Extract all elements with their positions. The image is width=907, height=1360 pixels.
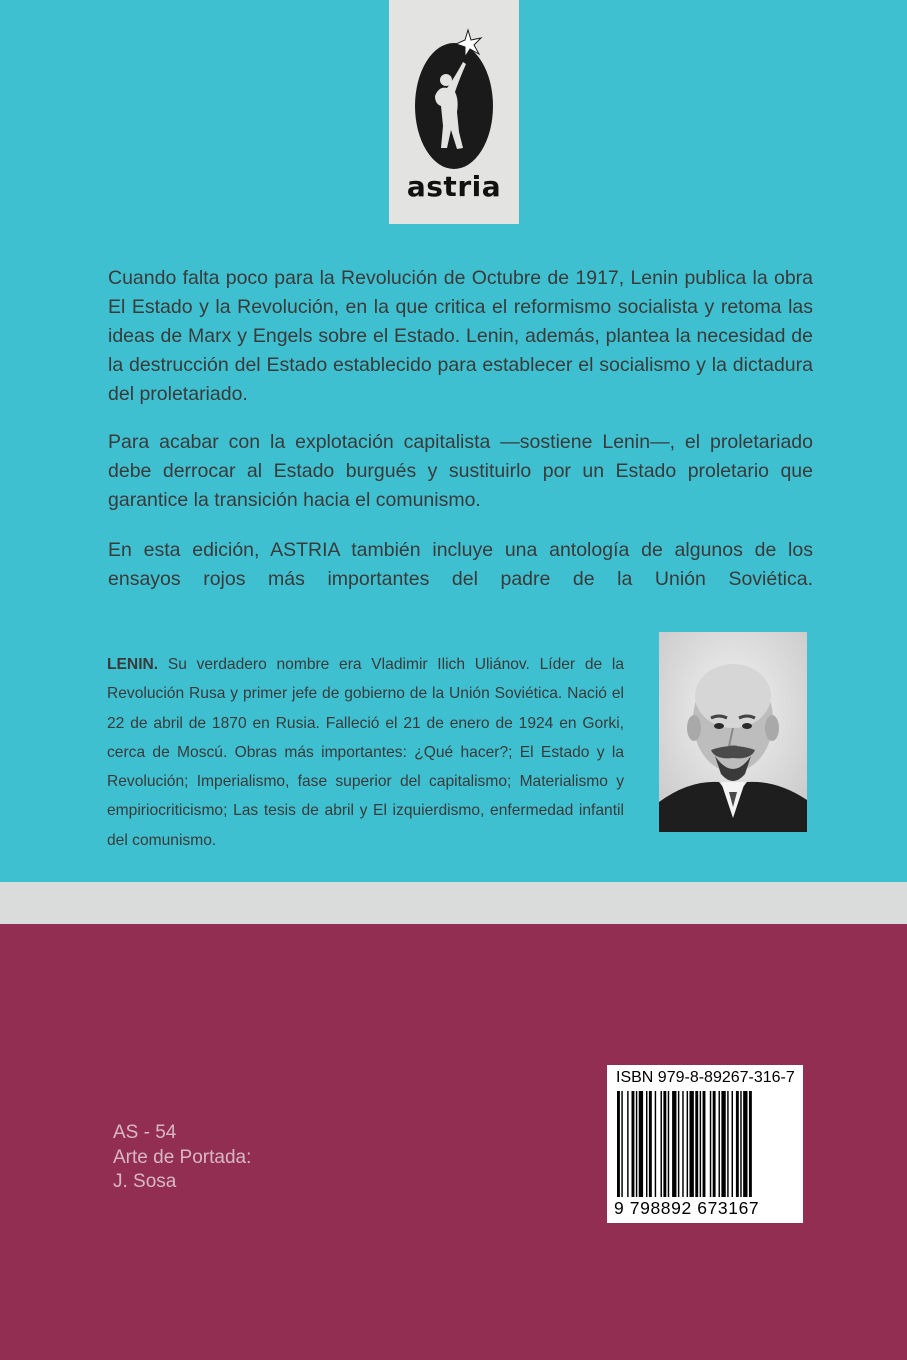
- barcode-bar: [721, 1091, 725, 1197]
- barcode-bar: [703, 1091, 706, 1197]
- barcode-bar: [655, 1091, 656, 1197]
- author-name: LENIN.: [107, 656, 159, 673]
- barcode-bar: [632, 1091, 635, 1197]
- blurb-paragraph-2: Para acabar con la explotación capitalista —sostiene Lenin—, el proletariado debe derrocar al Estado burgués y sustituirlo por un Estado proletario que garantice la transición hacia el comunismo.: [108, 431, 813, 511]
- barcode-bar: [672, 1091, 676, 1197]
- barcode-bar: [732, 1091, 733, 1197]
- barcode-bar: [682, 1091, 683, 1197]
- author-bio-text: Su verdadero nombre era Vladimir Ilich Uliánov. Líder de la Revolución Rusa y primer jefe de gobierno de la Unión Soviética. Nació el 22 de abril de 1870 en Rusia. Falleció el 21 de enero de 1924 en Gorki, cerca de Moscú. Obras más importantes: ¿Qué hacer?; El Estado y la Revolución; Imperialismo, fase superior del capitalismo; Materialismo y empiriocriticismo; Las tesis de abril y El izquierdismo, enfermedad infantil del comunismo.: [107, 656, 624, 849]
- isbn-label: ISBN 979-8-89267-316-7: [616, 1069, 795, 1086]
- publisher-logo: [389, 0, 519, 224]
- barcode-bar: [690, 1091, 694, 1197]
- author-portrait: [659, 632, 807, 832]
- barcode-bar: [736, 1091, 739, 1197]
- barcode-bar: [710, 1091, 711, 1197]
- barcode-bar: [639, 1091, 643, 1197]
- barcode-bar: [700, 1091, 701, 1197]
- barcode-bar: [649, 1091, 652, 1197]
- barcode-bar: [627, 1091, 628, 1197]
- series-code: AS - 54: [113, 1122, 177, 1143]
- author-bio: [107, 650, 624, 855]
- barcode-bar: [695, 1091, 698, 1197]
- barcode-bar: [617, 1091, 620, 1197]
- barcode-bar: [668, 1091, 669, 1197]
- barcode-bar: [678, 1091, 679, 1197]
- barcode-bar: [743, 1091, 747, 1197]
- barcode-bar: [646, 1091, 647, 1197]
- barcode-bar: [687, 1091, 688, 1197]
- barcode-bar: [661, 1091, 662, 1197]
- barcode-bar: [749, 1091, 752, 1197]
- publisher-name: astria: [406, 170, 502, 203]
- barcode-bar: [713, 1091, 716, 1197]
- divider-band: [0, 882, 907, 924]
- barcode-bar: [719, 1091, 720, 1197]
- barcode-bar: [621, 1091, 622, 1197]
- cover-artist: J. Sosa: [113, 1171, 177, 1192]
- isbn-digits: 9 798892 673167: [614, 1198, 760, 1218]
- blurb-paragraph-1: Cuando falta poco para la Revolución de Octubre de 1917, Lenin publica la obra El Estado y la Revolución, en la que critica el reformismo socialista y retoma las ideas de Marx y Engels sobre el Estado. Lenin, además, plantea la necesidad de la destrucción del Estado establecido para establecer el socialismo y la dictadura del proletariado.: [108, 267, 813, 405]
- barcode-bar: [663, 1091, 666, 1197]
- isbn-barcode: [607, 1065, 803, 1223]
- barcode-bars: [617, 1091, 793, 1197]
- credits-block: [113, 1121, 251, 1195]
- barcode-bar: [636, 1091, 637, 1197]
- barcode-bar: [727, 1091, 728, 1197]
- cover-art-label: Arte de Portada:: [113, 1146, 252, 1168]
- blurb-paragraph-3: En esta edición, ASTRIA también incluye una antología de algunos de los ensayos rojos más importantes del padre de la Unión Soviética.: [108, 539, 813, 590]
- barcode-bar: [740, 1091, 741, 1197]
